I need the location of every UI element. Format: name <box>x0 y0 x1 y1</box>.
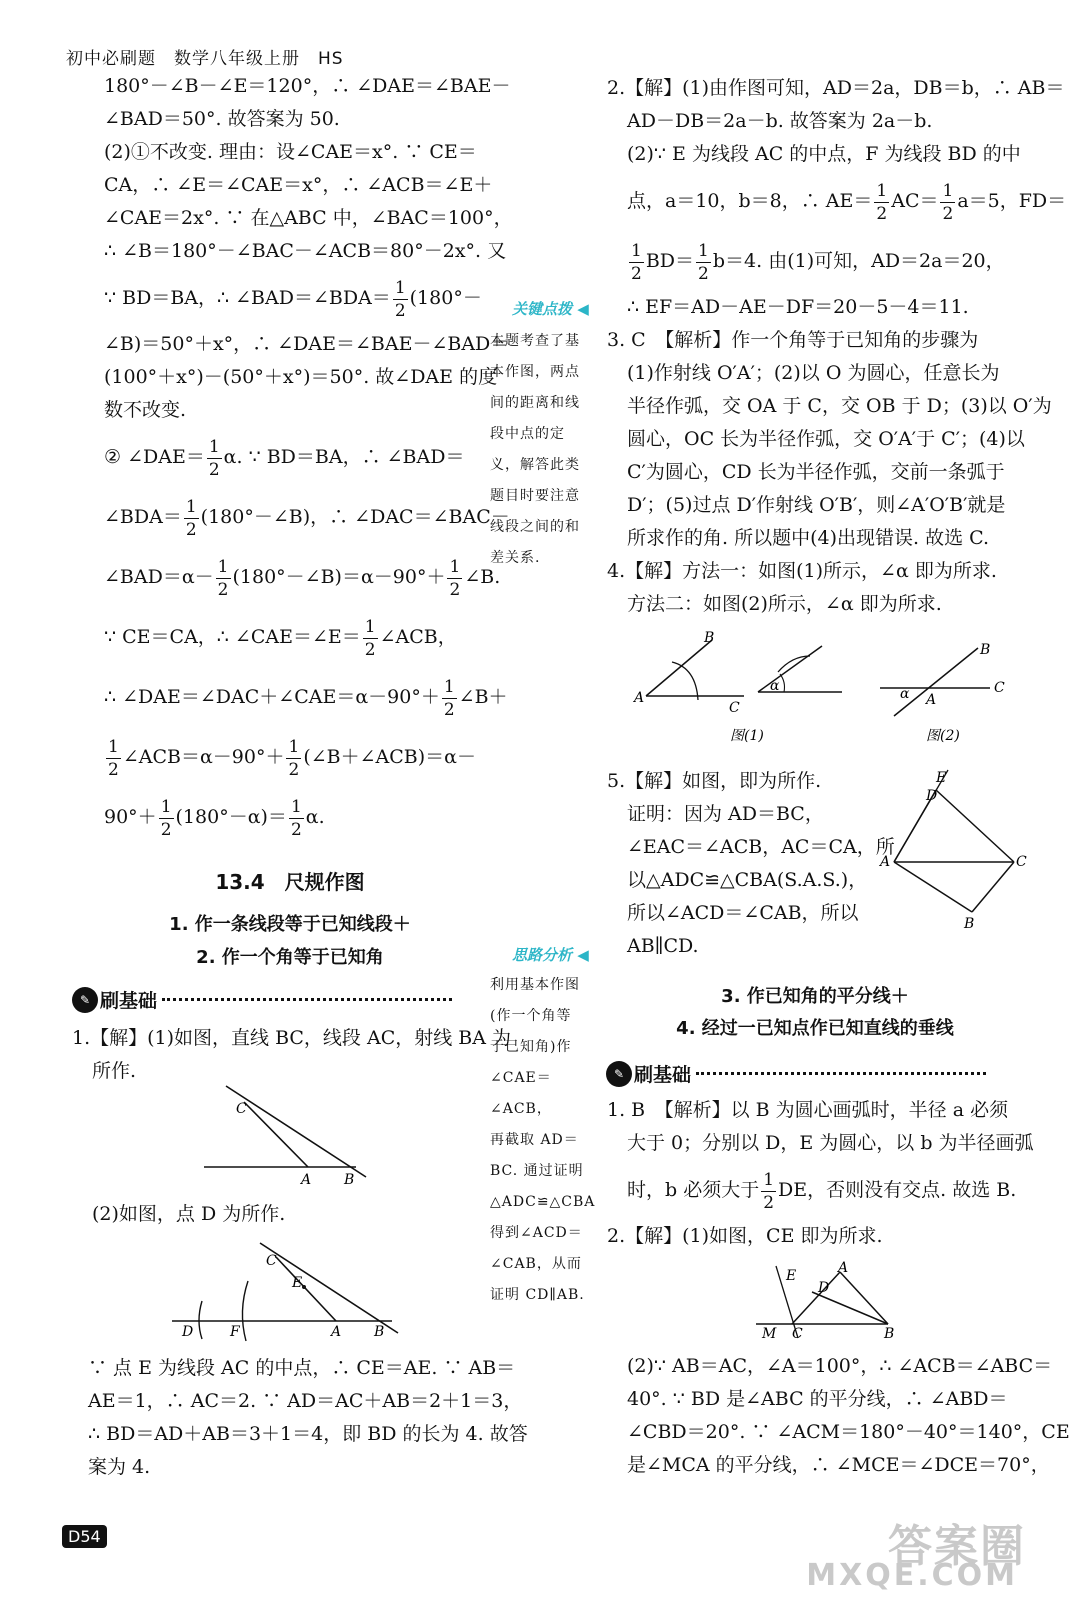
sidebar-title-key-point: 关键点拨 ◀ <box>512 300 589 318</box>
fraction-half: $\frac{1}{2}$ <box>394 277 406 321</box>
text-line: 2.【解】(1)由作图可知，AD＝2a，DB＝b，∴ AB＝ <box>607 77 1065 99</box>
fraction-half: $\frac{1}{2}$ <box>288 736 300 780</box>
text-line: ∠BDA＝ $\frac{1}{2}$ (180°－∠B)，∴ ∠DAC＝∠BAC－ <box>104 496 510 540</box>
svg-text:A: A <box>880 854 891 870</box>
text-line: CA，∴ ∠E＝∠CAE＝x°，∴ ∠ACB＝∠E＋ <box>104 174 493 196</box>
svg-text:图(2): 图(2) <box>926 728 960 744</box>
q1-block <box>72 1022 511 1088</box>
sidebar-note-1: 本题考查了基 本作图，两点 间的距离和线 段中点的定 义，解答此类 题目时要注意 线段之间的和 差关系. <box>490 333 580 566</box>
svg-text:B: B <box>964 916 975 932</box>
svg-text:α: α <box>900 686 910 702</box>
fraction-half: $\frac{1}{2}$ <box>108 736 119 780</box>
text-span: (180°－ <box>409 287 482 309</box>
text-line: (1)作射线 O′A′；(2)以 O 为圆心，任意长为 <box>627 362 1000 384</box>
text-line: ∵ 点 E 为线段 AC 的中点，∴ CE＝AE. ∵ AB＝ <box>88 1357 516 1379</box>
text-line: ∠CBD＝20°. ∵ ∠ACM＝180°－40°＝140°，CE <box>627 1421 1070 1443</box>
left-column <box>104 70 513 847</box>
text-line: (2)∵ E 为线段 AC 的中点，F 为线段 BD 的中 <box>627 143 1021 165</box>
text-line: ∠EAC＝∠ACB，AC＝CA，所 <box>627 836 895 858</box>
fraction-half: $\frac{1}{2}$ <box>208 436 220 480</box>
subsection-title: 1. 作一条线段等于已知线段＋ <box>169 914 411 935</box>
watermark-logo: 答案圈 <box>888 1521 1026 1572</box>
text-line: 时，b 必须大于 $\frac{1}{2}$ DE，否则没有交点. 故选 B. <box>627 1169 1017 1213</box>
figure-r-q2 <box>752 1262 912 1342</box>
text-line: ∠CAE＝2x°. ∵ 在△ABC 中，∠BAC＝100°， <box>104 207 513 229</box>
text-line: 数不改变. <box>104 399 187 421</box>
text-line: 40°. ∵ BD 是∠ABC 的平分线，∴ ∠ABD＝ <box>627 1388 1008 1410</box>
svg-text:C: C <box>729 700 740 716</box>
subsection-title: 3. 作已知角的平分线＋ <box>721 986 909 1007</box>
svg-text:α: α <box>770 678 780 694</box>
text-line: 证明：因为 AD＝BC， <box>627 803 824 825</box>
text-line: 圆心，OC 长为半径作弧，交 O′A′于 C′；(4)以 <box>627 428 1025 450</box>
fraction-half: $\frac{1}{2}$ <box>217 556 229 600</box>
text-line: 点，a＝10，b＝8，∴ AE＝ $\frac{1}{2}$ AC＝ $\frac{1}{2}$ a＝5，FD＝ <box>627 180 1067 224</box>
text-line: 所作. <box>92 1060 137 1082</box>
subsection-title: 4. 经过一已知点作已知直线的垂线 <box>676 1018 954 1039</box>
text-line: (2)①不改变. 理由：设∠CAE＝x°. ∵ CE＝ <box>104 141 477 163</box>
text-line: 案为 4. <box>88 1456 151 1478</box>
dotted-divider <box>162 998 452 1001</box>
right-column <box>607 72 1067 621</box>
svg-text:A: A <box>926 692 937 708</box>
label-c: C <box>236 1101 247 1117</box>
text-line: 90°＋ $\frac{1}{2}$ (180°－α)＝ $\frac{1}{2}$ α. <box>104 796 325 840</box>
svg-text:E: E <box>786 1268 797 1284</box>
text-line: 以△ADC≌△CBA(S.A.S.)， <box>627 869 868 891</box>
svg-text:C: C <box>994 680 1005 696</box>
text-line <box>104 268 482 328</box>
figure-q5 <box>876 766 1026 936</box>
text-line: AD－DB＝2a－b. 故答案为 2a－b. <box>627 110 933 132</box>
text-line: AE＝1，∴ AC＝2. ∵ AD＝AC＋AB＝2＋1＝3， <box>88 1390 523 1412</box>
sidebar-title-analysis: 思路分析 ◀ <box>512 946 589 964</box>
text-line: 1. B 【解析】以 B 为圆心画弧时，半径 a 必须 <box>607 1099 1009 1121</box>
text-line: 1.【解】(1)如图，直线 BC，线段 AC，射线 BA 为 <box>72 1027 511 1049</box>
label-e: E <box>292 1275 303 1291</box>
text-line: 大于 0；分别以 D，E 为圆心，以 b 为半径画弧 <box>627 1132 1034 1154</box>
text-line: ∵ CE＝CA，∴ ∠CAE＝∠E＝ $\frac{1}{2}$ ∠ACB， <box>104 616 457 660</box>
text-line: ∴ EF＝AD－AE－DF＝20－5－4＝11. <box>627 296 969 318</box>
label-f: F <box>230 1324 240 1340</box>
figure-q1-2 <box>166 1235 406 1345</box>
text-line: D′；(5)过点 D′作射线 O′B′，则∠A′O′B′就是 <box>627 494 1006 516</box>
page-header: 初中必刷题 数学八年级上册 HS <box>66 49 344 69</box>
text-line: ∠BAD＝α－ $\frac{1}{2}$ (180°－∠B)＝α－90°＋ $\frac{1}{2}$ ∠B. <box>104 556 501 600</box>
line-bc <box>226 1086 366 1177</box>
text-line: 4.【解】方法一：如图(1)所示，∠α 即为所求. <box>607 560 997 582</box>
svg-text:图(1): 图(1) <box>730 728 764 744</box>
figure-q4 <box>634 628 1034 748</box>
subsection-title: 2. 作一个角等于已知角 <box>196 947 384 968</box>
section-title: 13.4 尺规作图 <box>215 870 365 894</box>
label-d: D <box>182 1324 194 1340</box>
pencil-icon: ✎ <box>72 987 98 1013</box>
svg-text:B: B <box>704 630 715 646</box>
fraction-half: $\frac{1}{2}$ <box>290 796 302 840</box>
text-line: C′为圆心，CD 长为半径作弧，交前一条弧于 <box>627 461 1005 483</box>
sidebar-note-2: 利用基本作图 (作一个角等 于已知角)作 ∠CAE＝∠ACB， 再截取 AD＝ BC. 通过证明 △ADC≌△CBA 得到∠ACD＝ ∠CAB，从而 证明 CD∥AB. <box>490 977 596 1303</box>
text-line: $\frac{1}{2}$ ∠ACB＝α－90°＋ $\frac{1}{2}$ (∠B＋∠ACB)＝α－ <box>108 736 476 780</box>
fraction-half: $\frac{1}{2}$ <box>185 496 197 540</box>
svg-text:D: D <box>926 788 938 804</box>
fraction-half: $\frac{1}{2}$ <box>364 616 376 660</box>
text-line: 方法二：如图(2)所示，∠α 即为所求. <box>627 593 942 615</box>
label-a: A <box>331 1324 342 1340</box>
text-line: ∴ ∠B＝180°－∠BAC－∠ACB＝80°－2x°. 又 <box>104 240 507 262</box>
text-line: (2)如图，点 D 为所作. <box>92 1203 286 1225</box>
text-line: 所求作的角. 所以题中(4)出现错误. 故选 C. <box>627 527 990 549</box>
figure-q1-1 <box>196 1080 376 1190</box>
text-line: 180°－∠B－∠E＝120°，∴ ∠DAE＝∠BAE－ <box>104 75 511 97</box>
svg-text:A: A <box>634 690 645 706</box>
text-line: (2)∵ AB＝AC，∠A＝100°，∴ ∠ACB＝∠ABC＝ <box>627 1355 1053 1377</box>
text-line: AB∥CD. <box>627 935 699 957</box>
text-line: 5.【解】如图，即为所作. <box>607 770 822 792</box>
svg-text:M: M <box>762 1326 777 1342</box>
text-line: ∠B)＝50°＋x°，∴ ∠DAE＝∠BAE－∠BAD＝ <box>104 333 510 355</box>
text-line: $\frac{1}{2}$ BD＝ $\frac{1}{2}$ b＝4. 由(1)可知，AD＝2a＝20， <box>631 240 1005 284</box>
svg-text:D: D <box>818 1280 830 1296</box>
text-line: 是∠MCA 的平分线，∴ ∠MCE＝∠DCE＝70°， <box>627 1454 1050 1476</box>
dotted-divider <box>696 1072 986 1075</box>
svg-text:B: B <box>980 642 991 658</box>
practice-tag: ✎ 刷基础 <box>606 1060 1026 1087</box>
svg-text:B: B <box>884 1326 895 1342</box>
label-a: A <box>301 1172 312 1188</box>
pencil-icon: ✎ <box>606 1061 632 1087</box>
label-b: B <box>344 1172 355 1188</box>
practice-tag: ✎ 刷基础 <box>72 986 482 1013</box>
segment-ac <box>244 1102 308 1167</box>
svg-text:E: E <box>936 770 947 786</box>
fraction-half: $\frac{1}{2}$ <box>160 796 172 840</box>
text-line: 半径作弧，交 OA 于 C，交 OB 于 D；(3)以 O′为 <box>627 395 1052 417</box>
text-line: ∠BAD＝50°. 故答案为 50. <box>104 108 340 130</box>
text-line: 所以∠ACD＝∠CAB，所以 <box>627 902 859 924</box>
text-line: ∴ ∠DAE＝∠DAC＋∠CAE＝α－90°＋ $\frac{1}{2}$ ∠B＋ <box>104 676 508 720</box>
svg-text:A: A <box>838 1260 849 1276</box>
fraction-half: $\frac{1}{2}$ <box>443 676 455 720</box>
text-line: ∴ BD＝AD＋AB＝3＋1＝4，即 BD 的长为 4. 故答 <box>88 1423 528 1445</box>
svg-text:C: C <box>1016 854 1027 870</box>
watermark-site: MXQE.COM <box>806 1558 1018 1593</box>
text-line: 2.【解】(1)如图，CE 即为所求. <box>607 1225 883 1247</box>
text-line: ② ∠DAE＝ $\frac{1}{2}$ α. ∵ BD＝BA，∴ ∠BAD＝ <box>104 436 465 480</box>
svg-text:C: C <box>792 1326 803 1342</box>
text-span: ∵ BD＝BA，∴ ∠BAD＝∠BDA＝ <box>104 287 391 309</box>
fraction-half: $\frac{1}{2}$ <box>449 556 461 600</box>
text-line: (100°＋x°)－(50°＋x°)＝50°. 故∠DAE 的度 <box>104 366 498 388</box>
label-c: C <box>266 1253 277 1269</box>
text-line: 3. C 【解析】作一个角等于已知角的步骤为 <box>607 329 979 351</box>
page-number: D54 <box>62 1525 107 1548</box>
label-b: B <box>374 1324 385 1340</box>
